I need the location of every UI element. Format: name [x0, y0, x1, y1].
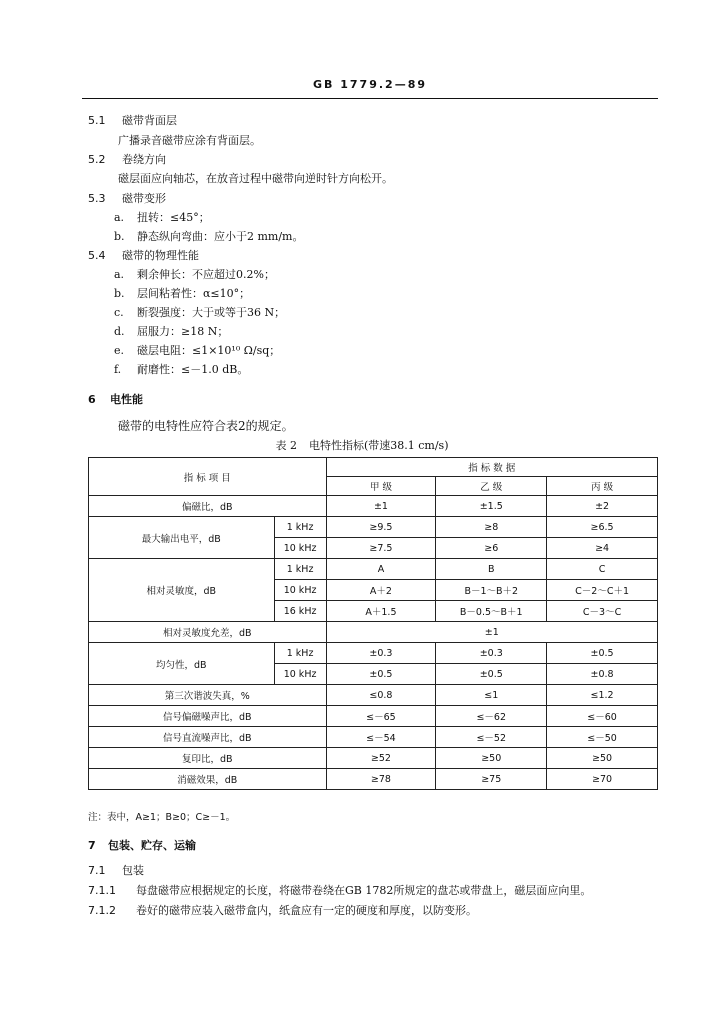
cell: ±0.8: [547, 664, 658, 685]
section-title: 包装: [122, 864, 144, 877]
section-number: 7: [88, 839, 96, 852]
list-label: b.: [114, 287, 125, 300]
cell: ±0.3: [436, 643, 547, 664]
list-text: 断裂强度：大于或等于36 N；: [137, 306, 286, 319]
cell: B－0.5～B＋1: [436, 601, 547, 622]
section-title: 包装、贮存、运输: [108, 839, 196, 852]
paragraph: 磁层面应向轴芯，在放音过程中磁带向逆时针方向松开。: [118, 172, 393, 185]
list-text: 耐磨性：≤－1.0 dB。: [137, 363, 249, 376]
cell: ±1: [326, 622, 657, 643]
cell: ≤1: [436, 685, 547, 706]
cell: ≤－62: [436, 706, 547, 727]
freq-cell: 1 kHz: [274, 559, 326, 580]
cell: B: [436, 559, 547, 580]
cell: ±0.3: [326, 643, 436, 664]
row-label: 第三次谐波失真，%: [89, 685, 327, 706]
table-row: [89, 496, 658, 517]
list-text: 磁层电阻：≤1×10¹⁰ Ω/sq；: [137, 344, 281, 357]
cell: ≥6: [436, 538, 547, 559]
page-header: GB 1779.2—89: [82, 78, 658, 99]
cell: C－2～C＋1: [547, 580, 658, 601]
cell: ≥7.5: [326, 538, 436, 559]
freq-cell: 1 kHz: [274, 517, 326, 538]
section-number: 5.4: [88, 249, 106, 262]
list-text: 静态纵向弯曲：应小于2 mm/m。: [137, 230, 304, 243]
section-title: 磁带的物理性能: [122, 249, 199, 262]
table-row: [89, 769, 658, 790]
list-label: a.: [114, 268, 125, 281]
section-number: 5.1: [88, 114, 106, 127]
grade-a: 甲 级: [326, 477, 436, 496]
table-row: [89, 517, 658, 538]
cell: ≤－54: [326, 727, 436, 748]
row-label: 信号直流噪声比，dB: [89, 727, 327, 748]
row-label: 相对灵敏度允差，dB: [89, 622, 327, 643]
cell: ≥50: [547, 748, 658, 769]
list-text: 剩余伸长：不应超过0.2%；: [137, 268, 275, 281]
table-header-row: [89, 458, 658, 477]
paragraph: 磁带的电特性应符合表2的规定。: [118, 419, 294, 433]
list-label: f.: [114, 363, 122, 376]
table-row: [89, 706, 658, 727]
cell: B－1～B＋2: [436, 580, 547, 601]
spec-table: [88, 457, 658, 790]
section-title: 电性能: [110, 393, 143, 406]
table-row: [89, 643, 658, 664]
list-label: c.: [114, 306, 124, 319]
paragraph: 卷好的磁带应装入磁带盒内，纸盒应有一定的硬度和厚度，以防变形。: [136, 904, 477, 917]
section-number: 6: [88, 393, 96, 406]
freq-cell: 10 kHz: [274, 538, 326, 559]
cell: ≥52: [326, 748, 436, 769]
freq-cell: 10 kHz: [274, 580, 326, 601]
list-label: a.: [114, 211, 125, 224]
table-row: [89, 748, 658, 769]
cell: ≤－52: [436, 727, 547, 748]
cell: ≥4: [547, 538, 658, 559]
cell: ≤－50: [547, 727, 658, 748]
freq-cell: 16 kHz: [274, 601, 326, 622]
cell: ±1: [326, 496, 436, 517]
cell: ≤0.8: [326, 685, 436, 706]
section-title: 卷绕方向: [122, 153, 166, 166]
cell: ±1.5: [436, 496, 547, 517]
cell: ±0.5: [326, 664, 436, 685]
list-text: 屈服力：≥18 N；: [137, 325, 229, 338]
row-label: 相对灵敏度，dB: [89, 559, 275, 622]
cell: A＋1.5: [326, 601, 436, 622]
table-row: [89, 727, 658, 748]
header-item: 指 标 项 目: [89, 458, 327, 496]
cell: ≤－65: [326, 706, 436, 727]
cell: ≤－60: [547, 706, 658, 727]
header-data: 指 标 数 据: [326, 458, 657, 477]
cell: A: [326, 559, 436, 580]
table-note: 注：表中，A≥1；B≥0；C≥－1。: [88, 812, 236, 823]
row-label: 消磁效果，dB: [89, 769, 327, 790]
list-label: e.: [114, 344, 125, 357]
section-number: 7.1.2: [88, 904, 116, 917]
freq-cell: 10 kHz: [274, 664, 326, 685]
table-row: [89, 559, 658, 580]
freq-cell: 1 kHz: [274, 643, 326, 664]
list-text: 层间粘着性：α≤10°；: [137, 287, 251, 300]
row-label: 偏磁比，dB: [89, 496, 327, 517]
table-title: 电特性指标(带速38.1 cm/s): [308, 439, 449, 452]
cell: ±2: [547, 496, 658, 517]
list-label: b.: [114, 230, 125, 243]
row-label: 复印比，dB: [89, 748, 327, 769]
cell: ±0.5: [436, 664, 547, 685]
list-label: d.: [114, 325, 125, 338]
table-caption: [0, 437, 724, 453]
paragraph: 每盘磁带应根据规定的长度，将磁带卷绕在GB 1782所规定的盘芯或带盘上，磁层面应向里。: [136, 884, 592, 897]
list-text: 扭转：≤45°；: [137, 211, 210, 224]
section-number: 7.1.1: [88, 884, 116, 897]
cell: ≤1.2: [547, 685, 658, 706]
cell: C: [547, 559, 658, 580]
cell: ≥8: [436, 517, 547, 538]
section-number: 5.3: [88, 192, 106, 205]
cell: ≥78: [326, 769, 436, 790]
grade-b: 乙 级: [436, 477, 547, 496]
section-title: 磁带变形: [122, 192, 166, 205]
cell: ≥70: [547, 769, 658, 790]
cell: C－3～C: [547, 601, 658, 622]
cell: ≥50: [436, 748, 547, 769]
table-row: [89, 622, 658, 643]
row-label: 最大输出电平，dB: [89, 517, 275, 559]
cell: ≥75: [436, 769, 547, 790]
cell: ±0.5: [547, 643, 658, 664]
grade-c: 丙 级: [547, 477, 658, 496]
section-number: 5.2: [88, 153, 106, 166]
cell: ≥9.5: [326, 517, 436, 538]
cell: ≥6.5: [547, 517, 658, 538]
table-row: [89, 685, 658, 706]
row-label: 均匀性，dB: [89, 643, 275, 685]
table-number: 表 2: [275, 439, 297, 452]
cell: A＋2: [326, 580, 436, 601]
paragraph: 广播录音磁带应涂有背面层。: [118, 134, 261, 147]
row-label: 信号偏磁噪声比，dB: [89, 706, 327, 727]
section-number: 7.1: [88, 864, 106, 877]
section-title: 磁带背面层: [122, 114, 177, 127]
